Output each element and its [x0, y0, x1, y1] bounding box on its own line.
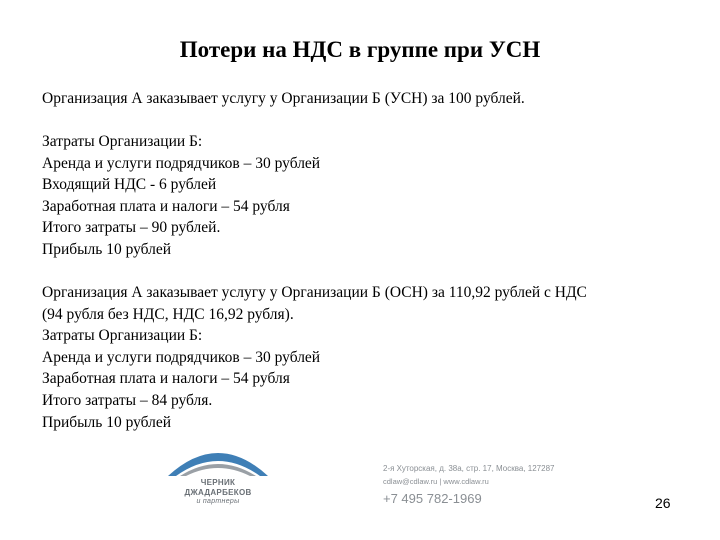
- usn-costs-block: [42, 131, 692, 261]
- company-logo: [162, 444, 274, 526]
- usn-line: Заработная плата и налоги – 54 рубля: [42, 197, 290, 215]
- intro-line: Организация А заказывает услугу у Организации Б (УСН) за 100 рублей.: [42, 90, 525, 107]
- logo-name-line3: и партнеры: [196, 498, 240, 505]
- osn-line: (94 рубля без НДС, НДС 16,92 рубля).: [42, 305, 294, 323]
- slide-title: Потери на НДС в группе при УСН: [179, 37, 541, 62]
- osn-line: Затраты Организации Б:: [42, 327, 203, 345]
- logo-name-line1: ЧЕРНИК: [200, 478, 236, 487]
- osn-costs-block: [42, 282, 692, 433]
- logo-name-line2: ДЖАДАРБЕКОВ: [184, 488, 252, 497]
- intro-paragraph: [42, 88, 692, 110]
- usn-line: Итого затраты – 90 рублей.: [42, 219, 221, 237]
- usn-line: Прибыль 10 рублей: [42, 240, 172, 258]
- osn-line: Аренда и услуги подрядчиков – 30 рублей: [42, 348, 321, 366]
- contact-web: cdlaw@cdlaw.ru | www.cdlaw.ru: [383, 477, 489, 486]
- usn-line: Аренда и услуги подрядчиков – 30 рублей: [42, 154, 321, 172]
- usn-line: Входящий НДС - 6 рублей: [42, 176, 217, 194]
- osn-line: Прибыль 10 рублей: [42, 413, 172, 431]
- footer-contacts: [383, 463, 554, 508]
- usn-line: Затраты Организации Б:: [42, 133, 203, 150]
- page-number: 26: [655, 495, 671, 511]
- logo-arc-icon: [162, 444, 274, 480]
- osn-line: Итого затраты – 84 рубля.: [42, 391, 213, 409]
- osn-line: Организация А заказывает услугу у Организации Б (ОСН) за 110,92 рублей с НДС: [42, 284, 587, 301]
- contact-address: 2-я Хуторская, д. 38а, стр. 17, Москва, 127287: [383, 464, 555, 473]
- contact-phone: +7 495 782-1969: [383, 491, 482, 506]
- osn-line: Заработная плата и налоги – 54 рубля: [42, 370, 290, 388]
